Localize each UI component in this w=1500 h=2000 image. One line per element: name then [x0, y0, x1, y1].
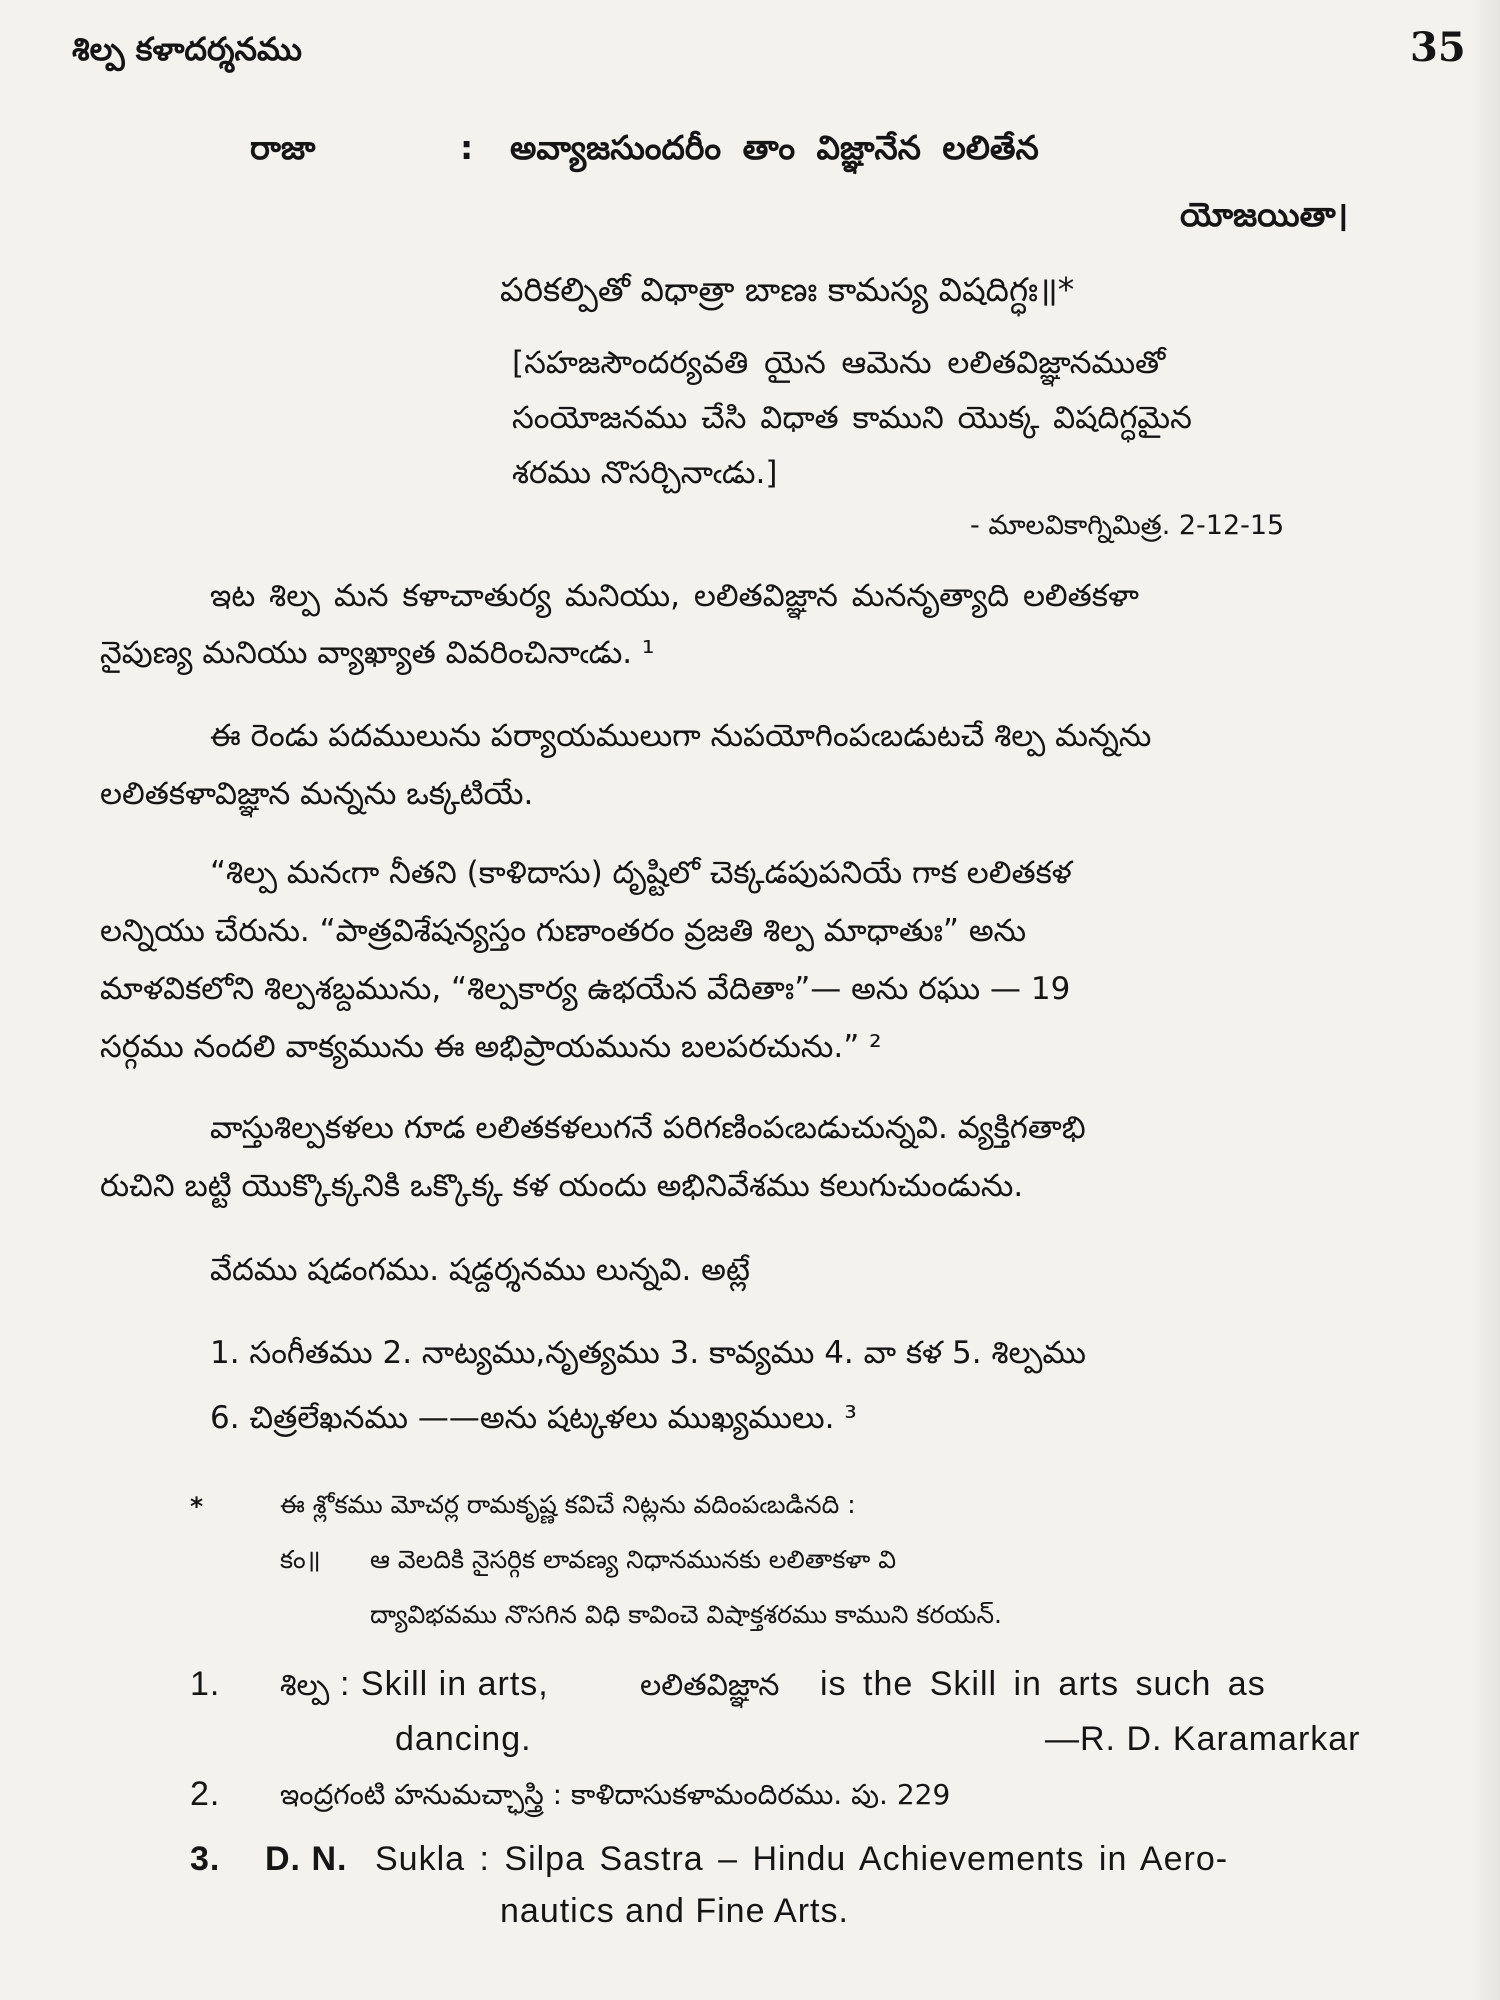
verse-gloss-line-2: సంయోజనము చేసి విధాత కాముని యొక్క విషదిగ్ధమైన — [512, 400, 1192, 436]
footnote-1-text-b: is the Skill in arts such as — [820, 1665, 1266, 1703]
footnote-2-text: ఇంద్రగంటి హనుమచ్ఛాస్త్రి : కాళిదాసుకళామందిరము. పు. 229 — [280, 1778, 951, 1811]
arts-list-line-1: 1. సంగీతము 2. నాట్యము,నృత్యము 3. కావ్యము 4. వా కళ 5. శిల్పము — [210, 1335, 1086, 1371]
paragraph-3-line-1: “శిల్ప మనఁగా నీతని (కాళిదాసు) దృష్టిలో చెక్కడపుపనియే గాక లలితకళ — [210, 855, 1072, 891]
footnote-1-number: 1. — [190, 1665, 221, 1703]
footnote-1-line-2: dancing. — [395, 1720, 532, 1758]
paragraph-1-line-2: నైపుణ్య మనియు వ్యాఖ్యాత వివరించినాఁడు. ¹ — [100, 635, 655, 671]
footnote-1-term-a: శిల్ప — [280, 1668, 330, 1703]
footnote-3-line-2: nautics and Fine Arts. — [500, 1892, 849, 1930]
page-number: 35 — [1410, 24, 1466, 71]
footnote-1-term-b: లలితవిజ్ఞాన — [640, 1668, 780, 1703]
verse-colon: : — [460, 128, 474, 167]
verse-line-1: అవ్యాజసుందరీం తాం విజ్ఞానేన లలితేన — [510, 128, 1039, 167]
footnote-1-text-a: : Skill in arts, — [340, 1665, 549, 1703]
star-note-line-2: ఆ వెలదికి నైసర్గిక లావణ్య నిధానమునకు లలితాకళా వి — [370, 1545, 897, 1574]
paragraph-3-line-4: సర్గము నందలి వాక్యమును ఈ అభిప్రాయమును బలపరచును.” ² — [100, 1029, 882, 1065]
verse-line-3: పరికల్పితో విధాత్రా బాణః కామస్య విషదిగ్ధః॥* — [500, 270, 1075, 309]
verse-source: - మాలవికాగ్నిమిత్ర. 2-12-15 — [970, 510, 1285, 541]
paragraph-3-line-2: లన్నియు చేరును. “పాత్రవిశేషన్యస్తం గుణాంతరం వ్రజతి శిల్ప మాధాతుః” అను — [100, 913, 1027, 949]
paragraph-5-line-1: వేదము షడంగము. షడ్దర్శనము లున్నవి. అట్లే — [210, 1252, 750, 1288]
footnote-3-author: D. N. — [265, 1840, 348, 1878]
footnote-2-number: 2. — [190, 1775, 221, 1813]
star-note-line-1: ఈ శ్లోకము మోచర్ల రామకృష్ణ కవిచే నిట్లను వదింపఁబడినది : — [280, 1490, 856, 1519]
footnote-3-number: 3. — [190, 1840, 221, 1878]
running-title: శిల్ప కళాదర్శనము — [72, 30, 302, 68]
paragraph-2-line-2: లలితకళావిజ్ఞాన మన్నను ఒక్కటియే. — [100, 776, 534, 812]
paragraph-3-line-3: మాళవికలోని శిల్పశబ్దమును, “శిల్పకార్య ఉభయేన వేదితాః”— అను రఘు — 19 — [100, 971, 1071, 1007]
star-note-marker: * — [190, 1492, 204, 1521]
star-note-prefix: కం॥ — [280, 1545, 321, 1574]
verse-line-2: యోజయితా। — [1180, 195, 1349, 234]
verse-speaker: రాజా — [250, 128, 316, 167]
paragraph-2-line-1: ఈ రెండు పదములును పర్యాయములుగా నుపయోగింపఁబడుటచే శిల్ప మన్నను — [210, 718, 1152, 754]
verse-gloss-line-1: [సహజసౌందర్యవతి యైన ఆమెను లలితవిజ్ఞానముతో — [512, 345, 1166, 381]
paragraph-1-line-1: ఇట శిల్ప మన కళాచాతుర్య మనియు, లలితవిజ్ఞాన మననృత్యాది లలితకళా — [210, 578, 1139, 614]
footnote-3-line-1: Sukla : Silpa Sastra – Hindu Achievements in Aero- — [375, 1840, 1229, 1878]
paragraph-4-line-2: రుచిని బట్టి యొక్కొక్కనికి ఒక్కొక్క కళ యందు అభినివేశము కలుగుచుండును. — [100, 1168, 1024, 1204]
paragraph-4-line-1: వాస్తుశిల్పకళలు గూడ లలితకళలుగనే పరిగణింపఁబడుచున్నవి. వ్యక్తిగతాభి — [210, 1110, 1086, 1146]
arts-list-line-2: 6. చిత్రలేఖనము ——అను షట్కళలు ముఖ్యములు. ³ — [210, 1400, 857, 1436]
footnote-1-attribution: —R. D. Karamarkar — [1045, 1720, 1361, 1758]
verse-gloss-line-3: శరము నొసర్చినాఁడు.] — [512, 455, 778, 491]
page-edge-shadow — [1470, 0, 1500, 2000]
star-note-line-3: ద్యావిభవము నొసగిన విధి కావించె విషాక్తశరము కాముని కరయన్. — [370, 1600, 1002, 1629]
